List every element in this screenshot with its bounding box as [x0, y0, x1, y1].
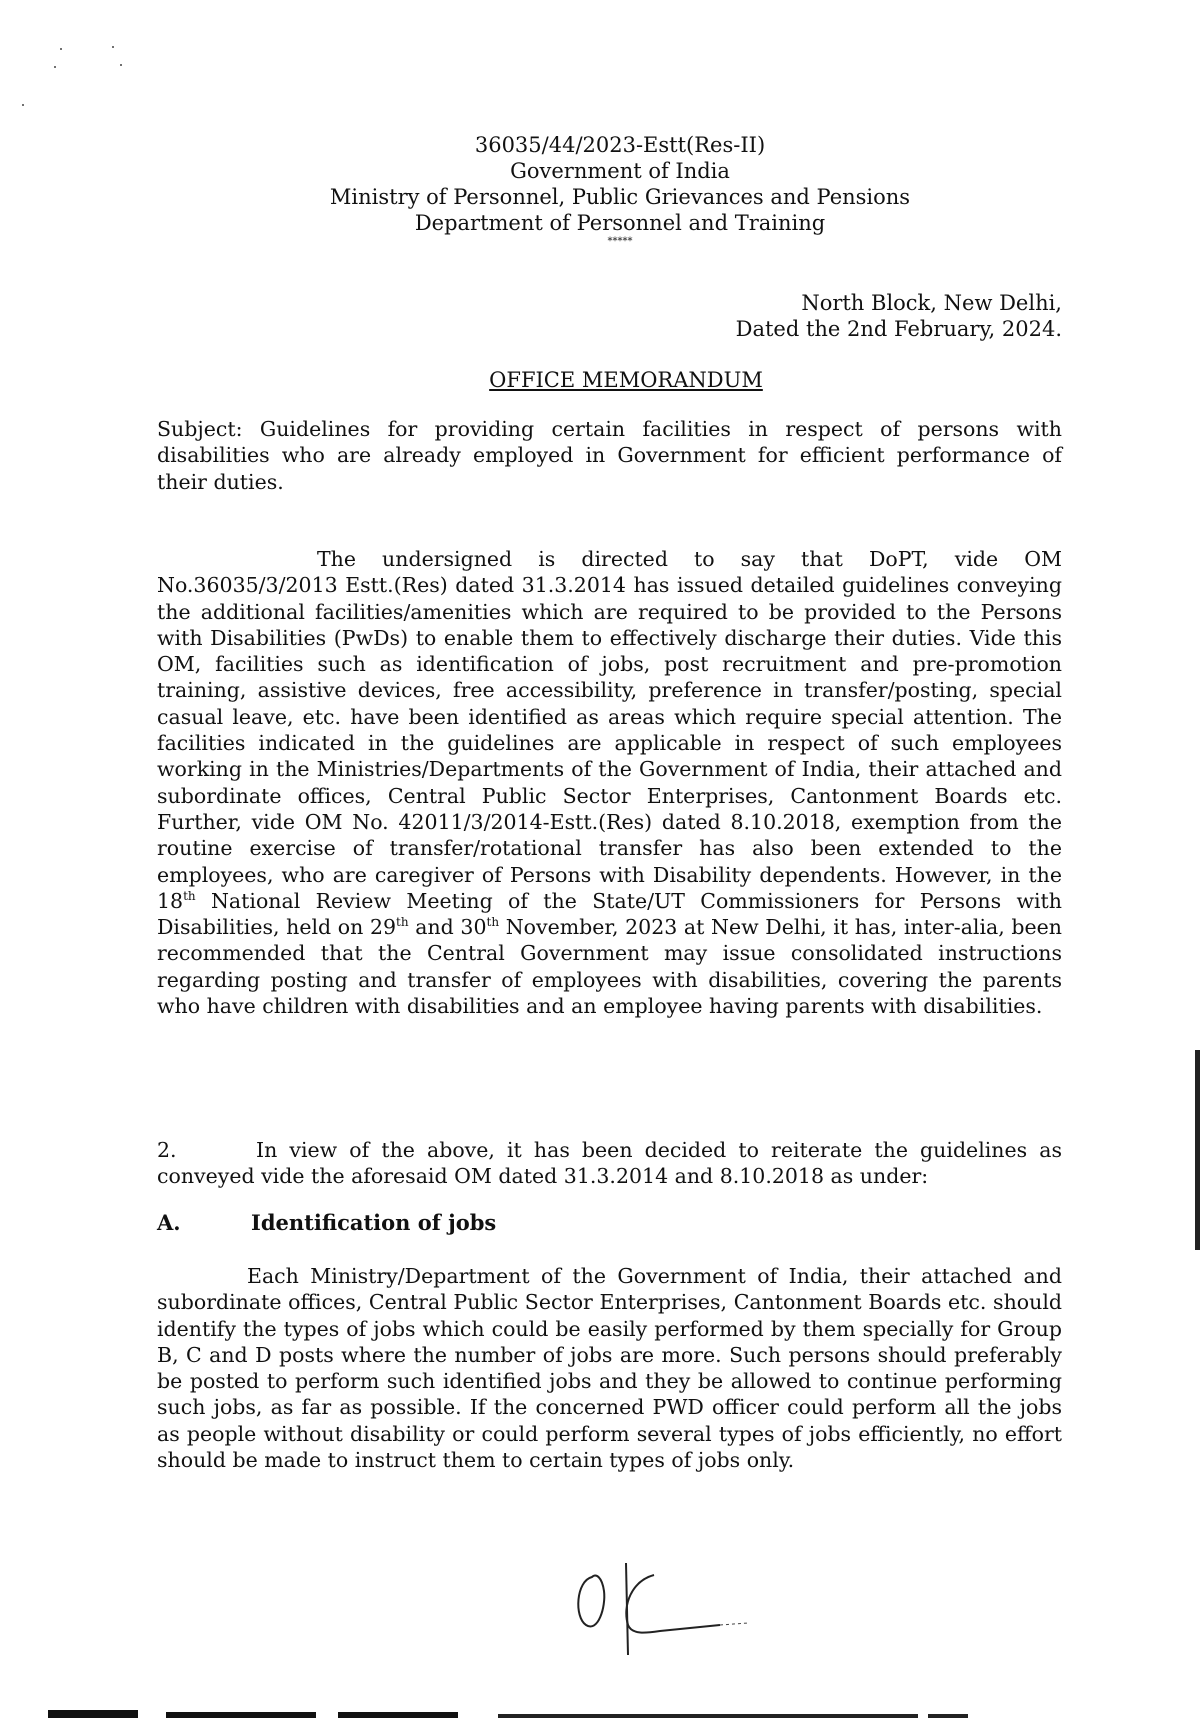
- paragraph-1-part-4: November, 2023 at New Delhi, it has, inter-alia, been recommended that the Central Government may issue consolidated instructions regarding posting and transfer of employees with disabilities, covering the parents who have children with disabilities and an employee having parents with disabilities.: [157, 915, 1062, 1019]
- file-number: 36035/44/2023-Estt(Res-II): [474, 133, 766, 157]
- paragraph-3: Each Ministry/Department of the Government of India, their attached and subordinate offices, Central Public Sector Enterprises, Cantonment Boards etc. should identify the types of jobs which could be easily performed by them specially for Group B, C and D posts where the number of jobs are more. Such persons should preferably be posted to perform such identified jobs and they be allowed to continue performing such jobs, as far as possible. If the concerned PWD officer could perform all the jobs as people without disability or could perform several types of jobs efficiently, no effort should be made to instruct them to certain types of jobs only.: [157, 1264, 1062, 1473]
- ordinal-suffix-1: th: [183, 889, 196, 904]
- date-line: Dated the 2nd February, 2024.: [735, 317, 1062, 341]
- ministry-line: Ministry of Personnel, Public Grievances and Pensions: [329, 185, 911, 209]
- paragraph-2: [157, 1137, 1062, 1190]
- place-line: North Block, New Delhi,: [801, 291, 1062, 315]
- signature-initials: [570, 1555, 830, 1665]
- government-line: Government of India: [510, 159, 730, 183]
- paragraph-2-text: In view of the above, it has been decided to reiterate the guidelines as conveyed vide the aforesaid OM dated 31.3.2014 and 8.10.2018 as under:: [157, 1138, 1062, 1189]
- ordinal-suffix-3: th: [486, 915, 500, 930]
- paragraph-1: [157, 546, 1062, 1019]
- paragraph-2-number: 2.: [157, 1138, 177, 1162]
- scan-speck: [120, 64, 122, 66]
- department-line: Department of Personnel and Training: [414, 211, 826, 235]
- paragraph-1-part-1: The undersigned is directed to say that DoPT, vide OM No.36035/3/2013 Estt.(Res) dated 31.3.2014 has issued detailed guidelines conveying the additional facilities/amenities which are required to be provided to the Persons with Disabilities (PwDs) to enable them to effectively discharge their duties. Vide this OM, facilities such as identification of jobs, post recruitment and pre-promotion training, assistive devices, free accessibility, preference in transfer/posting, special casual leave, etc. have been identified as areas which require special attention. The facilities indicated in the guidelines are applicable in respect of such employees working in the Ministries/Departments of the Government of India, their attached and subordinate offices, Central Public Sector Enterprises, Cantonment Boards etc. Further, vide OM No. 42011/3/2014-Estt.(Res) dated 8.10.2018, exemption from the routine exercise of transfer/rotational transfer has also been extended to the employees, who are caregiver of Persons with Disability dependents. However, in the 18: [157, 547, 1062, 913]
- scan-speck: [22, 104, 24, 106]
- scan-bottom-edge: [48, 1708, 1148, 1718]
- section-a-heading: [157, 1210, 496, 1235]
- scan-speck: [112, 46, 114, 48]
- scan-speck: [54, 66, 56, 68]
- paragraph-1-part-2: National Review Meeting of the State/UT Commissioners for Persons with Disabilities, held on 29: [157, 888, 1062, 940]
- place-date-block: [736, 290, 1062, 342]
- subject-paragraph: Subject: Guidelines for providing certain facilities in respect of persons with disabilities who are already employed in Government for efficient performance of their duties.: [157, 417, 1062, 494]
- scan-speck: [60, 48, 62, 50]
- section-a-letter: A.: [157, 1210, 181, 1235]
- section-a-title: Identification of jobs: [251, 1210, 497, 1235]
- paragraph-1-part-3: and 30: [408, 915, 487, 940]
- memorandum-title: [0, 368, 1200, 392]
- document-header: [0, 132, 1200, 248]
- header-stars: *****: [607, 236, 633, 247]
- ordinal-suffix-2: th: [396, 915, 409, 930]
- memorandum-title-text: OFFICE MEMORANDUM: [489, 368, 763, 392]
- scan-edge-mark: [1195, 1050, 1200, 1250]
